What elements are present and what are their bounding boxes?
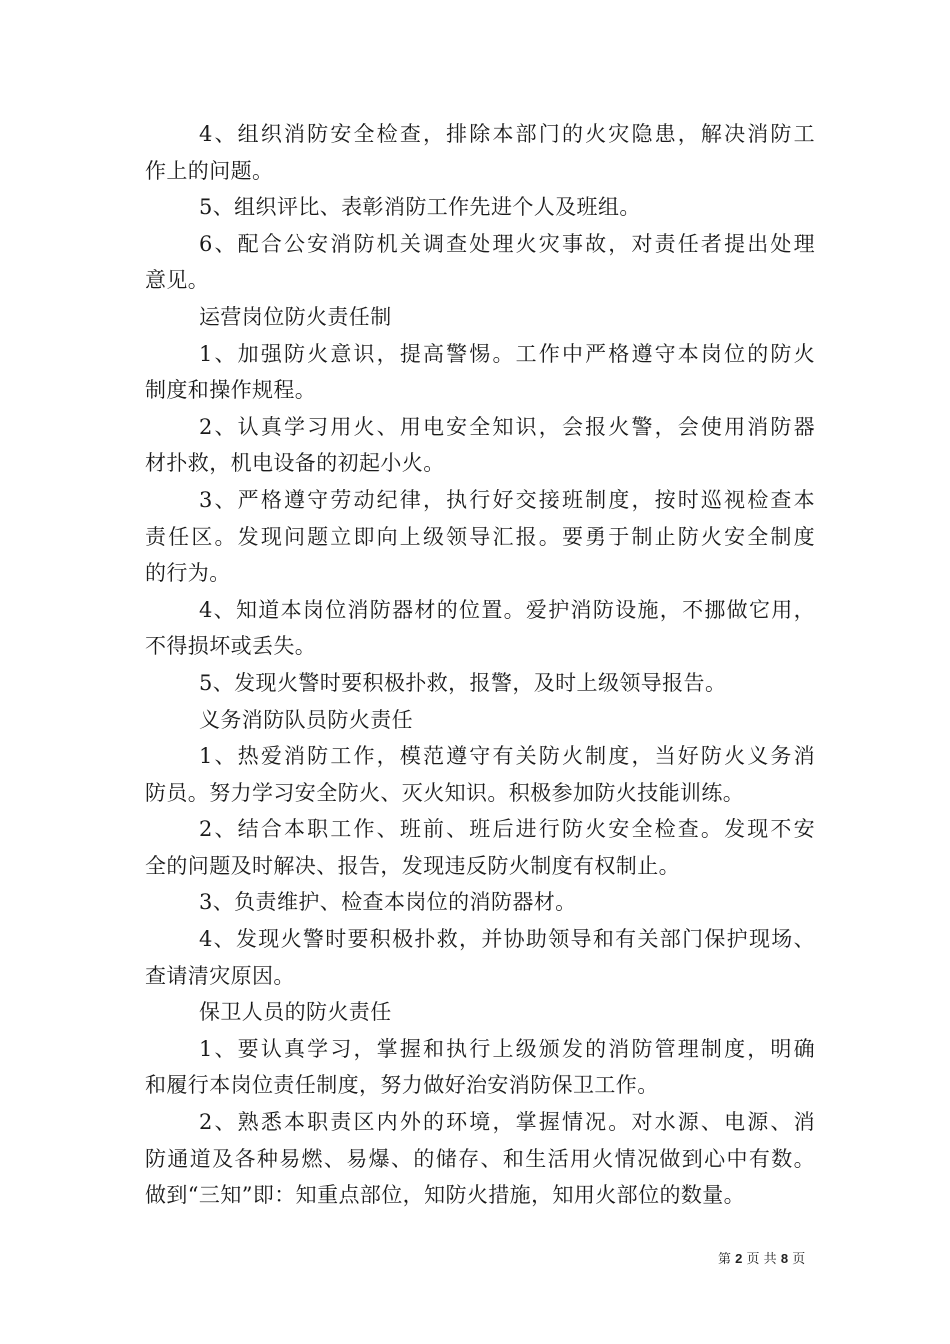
text-line: 制度和操作规程。 <box>145 378 317 403</box>
document-body <box>145 116 815 1214</box>
page-footer <box>718 1248 805 1267</box>
text-line: 不得损坏或丢失。 <box>145 634 317 659</box>
text-line: 4、组织消防安全检查，排除本部门的火灾隐患，解决消防工 <box>199 122 815 146</box>
text-line: 作上的问题。 <box>145 158 274 183</box>
text-line: 的行为。 <box>145 561 231 586</box>
text-line: 3、严格遵守劳动纪律，执行好交接班制度，按时巡视检查本 <box>199 487 815 512</box>
text-line: 材扑救，机电设备的初起小火。 <box>145 451 445 476</box>
text-line: 2、熟悉本职责区内外的环境，掌握情况。对水源、电源、消 <box>199 1110 815 1135</box>
footer-middle: 页 共 <box>746 1252 777 1267</box>
text-line: 和履行本岗位责任制度，努力做好治安消防保卫工作。 <box>145 1073 659 1098</box>
text-line: 防员。努力学习安全防火、灭火知识。积极参加防火技能训练。 <box>145 780 745 805</box>
text-line: 查请清灾原因。 <box>145 963 295 988</box>
text-line: 意见。 <box>145 268 210 293</box>
text-line: 1、加强防火意识，提高警惕。工作中严格遵守本岗位的防火 <box>199 341 815 366</box>
text-line: 全的问题及时解决、报告，发现违反防火制度有权制止。 <box>145 853 680 878</box>
text-line: 保卫人员的防火责任 <box>199 1000 392 1025</box>
footer-page-number: 2 <box>735 1251 743 1266</box>
text-line: 3、负责维护、检查本岗位的消防器材。 <box>199 890 577 915</box>
text-line: 4、发现火警时要积极扑救，并协助领导和有关部门保护现场、 <box>199 927 815 952</box>
text-line: 运营岗位防火责任制 <box>199 304 392 329</box>
text-line: 5、组织评比、表彰消防工作先进个人及班组。 <box>199 195 641 220</box>
text-line: 6、配合公安消防机关调查处理火灾事故，对责任者提出处理 <box>199 231 815 256</box>
text-line: 4、知道本岗位消防器材的位置。爱护消防设施，不挪做它用， <box>199 597 815 622</box>
text-line: 防通道及各种易燃、易爆、的储存、和生活用火情况做到心中有数。 <box>145 1146 815 1171</box>
text-line: 1、要认真学习，掌握和执行上级颁发的消防管理制度，明确 <box>199 1036 815 1061</box>
text-line: 责任区。发现问题立即向上级领导汇报。要勇于制止防火安全制度 <box>145 524 815 549</box>
text-line: 1、热爱消防工作，模范遵守有关防火制度，当好防火义务消 <box>199 744 815 769</box>
footer-suffix: 页 <box>792 1252 806 1267</box>
text-line: 2、认真学习用火、用电安全知识，会报火警，会使用消防器 <box>199 414 815 439</box>
text-line: 做到“三知”即：知重点部位，知防火措施，知用火部位的数量。 <box>145 1183 746 1208</box>
text-line: 义务消防队员防火责任 <box>199 707 413 732</box>
footer-total-pages: 8 <box>780 1251 789 1266</box>
text-line: 2、结合本职工作、班前、班后进行防火安全检查。发现不安 <box>199 817 815 842</box>
text-line: 5、发现火警时要积极扑救，报警，及时上级领导报告。 <box>199 670 727 695</box>
footer-prefix: 第 <box>718 1252 732 1267</box>
